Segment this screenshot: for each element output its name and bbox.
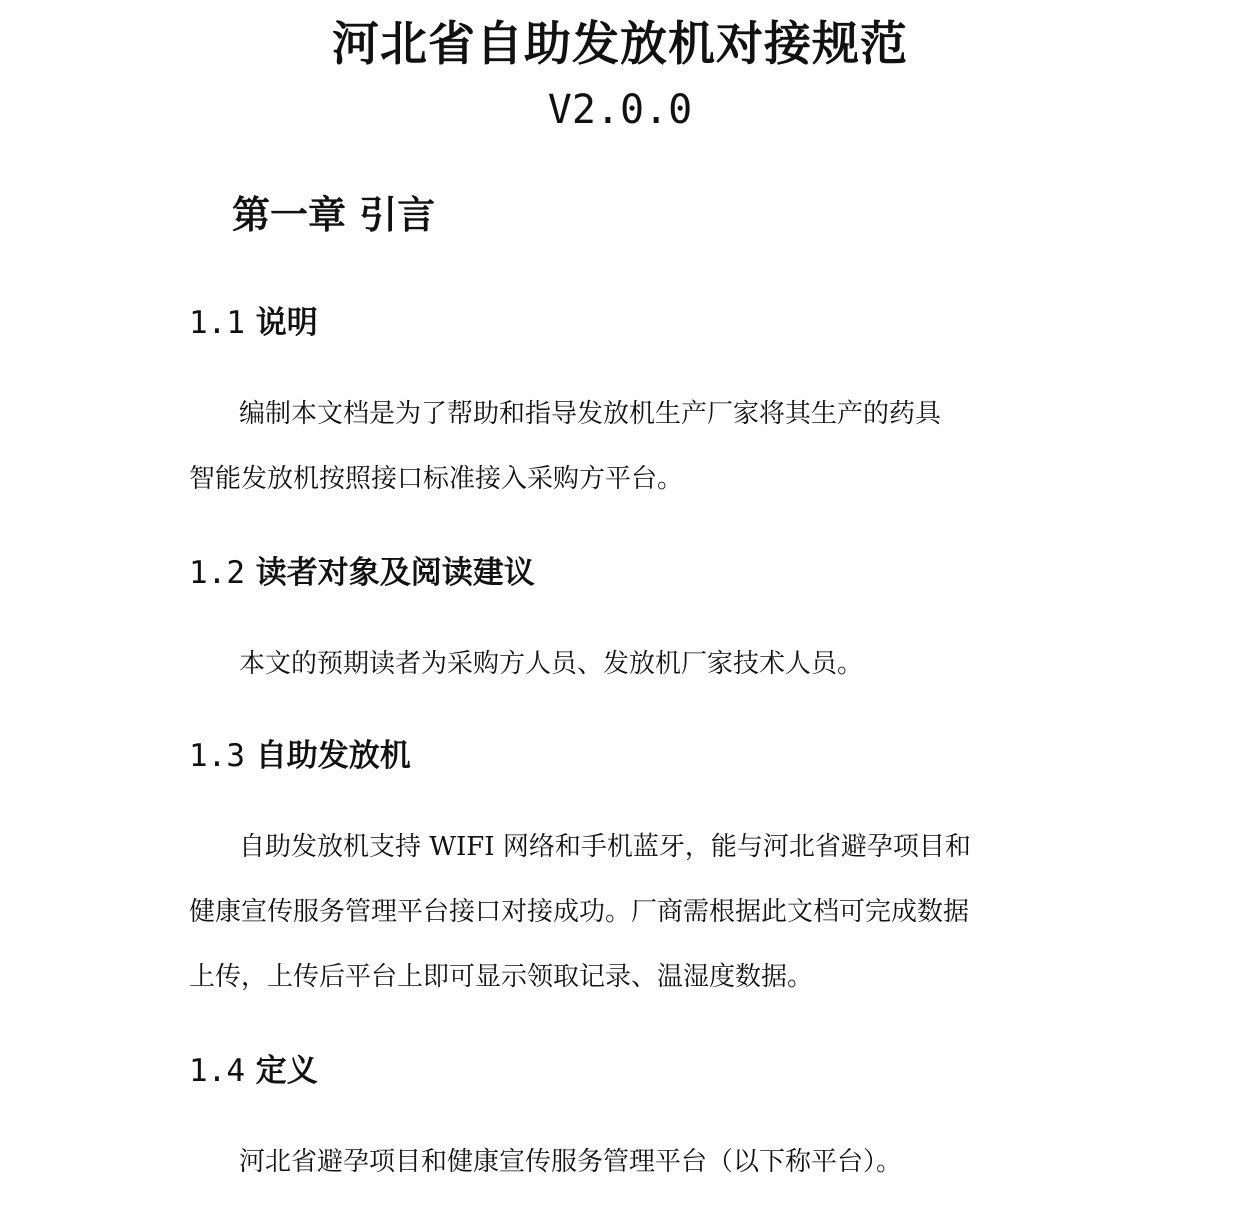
- section-number: 1.4: [189, 1053, 245, 1089]
- section-number: 1.2: [189, 555, 245, 591]
- section-body-1-3: [189, 827, 1069, 1022]
- paragraph-line: 上传，上传后平台上即可显示领取记录、温湿度数据。: [189, 962, 814, 992]
- chapter-title: 第一章 引言: [232, 192, 436, 237]
- document-version: V2.0.0: [547, 87, 693, 133]
- section-number: 1.3: [189, 738, 245, 774]
- paragraph-line: 自助发放机支持 WIFI 网络和手机蓝牙，能与河北省避孕项目和: [239, 832, 971, 862]
- section-heading-1-1: [189, 301, 318, 345]
- section-body-1-4: [189, 1142, 1069, 1207]
- section-title: 读者对象及阅读建议: [255, 555, 535, 591]
- section-body-1-1: [189, 394, 1069, 524]
- section-title: 自助发放机: [255, 738, 411, 774]
- document-title: 河北省自助发放机对接规范: [332, 17, 908, 72]
- section-title: 定义: [255, 1053, 318, 1089]
- paragraph-line: 本文的预期读者为采购方人员、发放机厂家技术人员。: [239, 649, 864, 679]
- section-heading-1-2: [189, 551, 535, 595]
- section-heading-1-3: [189, 734, 411, 778]
- paragraph-line: 河北省避孕项目和健康宣传服务管理平台（以下称平台）。: [239, 1147, 903, 1177]
- paragraph-line: 健康宣传服务管理平台接口对接成功。厂商需根据此文档可完成数据: [189, 897, 970, 927]
- section-number: 1.1: [189, 305, 245, 341]
- paragraph-line: 智能发放机按照接口标准接入采购方平台。: [189, 464, 684, 494]
- section-heading-1-4: [189, 1049, 318, 1093]
- section-title: 说明: [255, 305, 318, 341]
- paragraph-line: 编制本文档是为了帮助和指导发放机生产厂家将其生产的药具: [239, 399, 942, 429]
- section-body-1-2: [189, 644, 1069, 709]
